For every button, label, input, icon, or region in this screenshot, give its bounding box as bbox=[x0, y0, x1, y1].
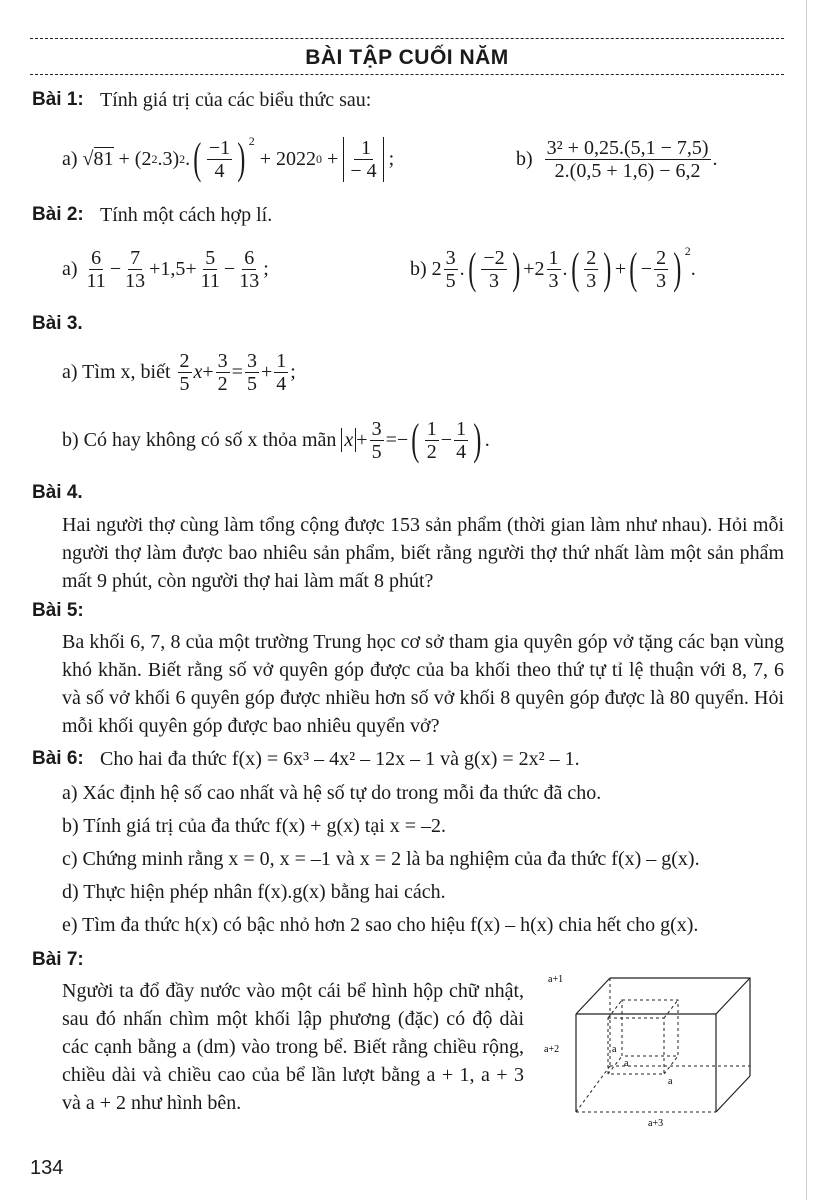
sqrt: √81 bbox=[82, 148, 114, 170]
bai2-b-label: b) bbox=[410, 258, 427, 280]
bai2-a-label: a) bbox=[62, 258, 78, 280]
bai2-b-expression: b) 2 3 5 . ( −2 3 ) +2 1 3 . ( 2 3 ) + ( − 2 3 ) $^2$ . bbox=[410, 244, 696, 293]
bai1-a-label: a) bbox=[62, 148, 78, 170]
bai4-text: Hai người thợ cùng làm tổng cộng được 153 sản phẩm (thời gian làm như nhau). Hỏi mỗi người thợ làm được bao nhiêu sản phẩm, biết rằng người thợ thứ nhất làm một sản phẩm mất 9 phút, còn người thợ hai làm mất 8 phút? bbox=[62, 514, 784, 592]
fig-label-width: a+1 bbox=[548, 974, 564, 985]
page-edge bbox=[806, 0, 807, 1200]
bai1-b-expression: b) $\frac{\text{3² + 0,25.(5,1 − 7,5)}}{2.(0,5 + 1,6) - 6,2}$ . bbox=[516, 136, 718, 182]
bai7-label: Bài 7: bbox=[32, 949, 84, 970]
fig-label-height: a+2 bbox=[544, 1044, 560, 1055]
fig-label-length: a+3 bbox=[648, 1118, 664, 1129]
bai1-b-numerator: 3² + 0,25.(5,1 − 7,5) bbox=[546, 136, 709, 159]
bai1-b-label: b) bbox=[516, 148, 533, 170]
bai6-intro: Cho hai đa thức f(x) = 6x³ – 4x² – 12x – 1 và g(x) = 2x² – 1. bbox=[100, 748, 580, 770]
bai6-item-a: a) Xác định hệ số cao nhất và hệ số tự do trong mỗi đa thức đã cho. bbox=[62, 782, 602, 804]
heading-rule bbox=[30, 74, 784, 75]
fig-label-a-bottom: a bbox=[668, 1076, 673, 1087]
fig-label-a-depth: a bbox=[624, 1058, 629, 1069]
bai6-item-d: d) Thực hiện phép nhân f(x).g(x) bằng hai cách. bbox=[62, 881, 446, 903]
page-number: 134 bbox=[30, 1157, 64, 1179]
bai1-text: Tính giá trị của các biểu thức sau: bbox=[100, 89, 372, 111]
bai1-a-expression: a) √81 + (2 2 .3) 2 . ( −1 4 ) $^2$ + 2022 $_0$ + $\frac{1}{- 4}$ ; bbox=[62, 134, 395, 183]
fig-label-a-side: a bbox=[612, 1044, 617, 1055]
bai5-label: Bài 5: bbox=[32, 600, 84, 621]
bai3-a-text: a) Tìm x, biết bbox=[62, 361, 171, 383]
bai1-label: Bài 1: bbox=[32, 89, 84, 110]
bai6-item-c: c) Chứng minh rằng x = 0, x = –1 và x = 2 là ba nghiệm của đa thức f(x) – g(x). bbox=[62, 848, 700, 870]
bai5-text: Ba khối 6, 7, 8 của một trường Trung học cơ sở tham gia quyên góp vở tặng các bạn vùng khó khăn. Biết rằng số vở quyên góp được của ba khối theo thứ tự tỉ lệ thuận với 8, 7, 6 và số vở khối 6 quyên góp được nhiều hơn số vở khối 8 quyên góp được là 80 quyển. Hỏi mỗi khối quyên góp được bao nhiêu quyển vở? bbox=[62, 631, 784, 737]
bai4-label: Bài 4. bbox=[32, 482, 83, 503]
bai3-b-expression: b) Có hay không có số x thỏa mãn x + 3 5 =− ( 1 2 − 1 4 ) . bbox=[62, 415, 490, 464]
bai2-text: Tính một cách hợp lí. bbox=[100, 204, 273, 226]
bai6-label: Bài 6: bbox=[32, 748, 84, 769]
page-heading: BÀI TẬP CUỐI NĂM bbox=[305, 46, 509, 69]
bai2-label: Bài 2: bbox=[32, 204, 84, 225]
top-rule bbox=[30, 38, 784, 39]
bai6-item-e: e) Tìm đa thức h(x) có bậc nhỏ hơn 2 sao cho hiệu f(x) – h(x) chia hết cho g(x). bbox=[62, 914, 699, 936]
bai7-text: Người ta đổ đầy nước vào một cái bể hình hộp chữ nhật, sau đó nhấn chìm một khối lập phương (đặc) có độ dài các cạnh bằng a (dm) vào trong bể. Biết rằng chiều rộng, chiều dài và chiều cao của bể lần lượt bằng a + 1, a + 3 và a + 2 như hình bên. bbox=[62, 980, 524, 1114]
bai1-b-denominator: 2.(0,5 + 1,6) − 6,2 bbox=[554, 159, 701, 182]
bai2-a-expression: a) 6 11 − 7 13 +1,5+ 5 11 − 6 13 ; bbox=[62, 246, 269, 292]
bai3-b-text: b) Có hay không có số x thỏa mãn bbox=[62, 429, 337, 451]
tank-figure bbox=[540, 966, 790, 1134]
bai6-item-b: b) Tính giá trị của đa thức f(x) + g(x) tại x = –2. bbox=[62, 815, 447, 837]
bai3-a-expression: a) Tìm x, biết 2 5 x + 3 2 = 3 5 + 1 4 ; bbox=[62, 349, 296, 395]
bai3-label: Bài 3. bbox=[32, 313, 83, 334]
